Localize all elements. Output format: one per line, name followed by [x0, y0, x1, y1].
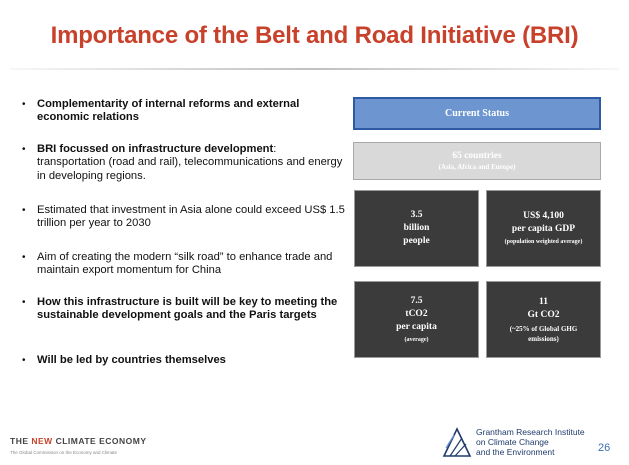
- emissions-per-capita-value: 7.5: [410, 295, 423, 306]
- nce-prefix: THE: [10, 436, 32, 446]
- slide-title: Importance of the Belt and Road Initiative (BRI): [50, 22, 579, 49]
- bullet-marker: •: [22, 297, 26, 308]
- nce-tagline: The Global Commission on the Economy and Climate: [10, 450, 118, 455]
- countries-count: 65 countries: [452, 151, 502, 161]
- emissions-total-value: 11: [539, 296, 548, 307]
- bullet-text: Estimated that investment in Asia alone could exceed US$ 1.5 trillion per year to 2030: [37, 204, 345, 230]
- bullet-marker: •: [22, 144, 26, 155]
- bullet-item: [22, 354, 347, 367]
- countries-box: [353, 142, 601, 180]
- nce-accent: NEW: [31, 436, 53, 446]
- bullet-bold-text: Will be led by countries themselves: [37, 354, 226, 366]
- nce-logo-text: [10, 436, 180, 446]
- gdp-box: [486, 190, 601, 267]
- bullet-bold-text: How this infrastructure is built will be key to meeting the sustainable development goals and the Paris targets: [37, 296, 338, 322]
- emissions-per-capita-note: (average): [404, 336, 429, 343]
- emissions-total-unit: Gt CO2: [527, 309, 560, 320]
- nce-suffix: CLIMATE ECONOMY: [52, 436, 147, 446]
- page-number: 26: [598, 442, 611, 454]
- bullet-bold-text: Complementarity of internal reforms and external economic relations: [37, 98, 300, 124]
- population-box: [354, 190, 479, 267]
- emissions-per-capita-unit: tCO2: [405, 308, 428, 319]
- bullet-bold-text: BRI focussed on infrastructure development: [37, 143, 274, 155]
- emissions-per-capita-box: [354, 281, 479, 358]
- emissions-total-box: [486, 281, 601, 358]
- bullet-item: [22, 204, 347, 231]
- bullet-marker: •: [22, 99, 26, 110]
- grantham-institute-logo: [442, 426, 587, 458]
- emissions-total-note: (~25% of Global GHG emissions): [509, 324, 578, 343]
- emissions-per-capita-label: per capita: [396, 321, 437, 332]
- gdp-label: per capita GDP: [511, 224, 576, 234]
- population-unit: billion: [403, 223, 430, 233]
- bullet-item: [22, 251, 347, 278]
- grantham-line-3: and the Environment: [476, 447, 555, 457]
- countries-regions: (Asia, Africa and Europe): [438, 163, 516, 171]
- gdp-value: US$ 4,100: [523, 211, 564, 221]
- bullet-item: [22, 296, 347, 323]
- grantham-line-1: Grantham Research Institute: [476, 427, 585, 437]
- bullet-marker: •: [22, 355, 26, 366]
- grantham-line-2: on Climate Change: [476, 437, 549, 447]
- title-divider: [10, 68, 619, 70]
- population-label: people: [403, 236, 430, 246]
- population-value: 3.5: [410, 210, 423, 220]
- new-climate-economy-logo: [10, 436, 180, 455]
- current-status-label: Current Status: [445, 108, 509, 119]
- bullet-item: [22, 143, 347, 183]
- bullet-marker: •: [22, 252, 26, 263]
- bullet-text: : transportation (road and rail), telecommunications and energy in developing regions.: [37, 143, 343, 182]
- grantham-emblem-icon: [442, 426, 472, 458]
- current-status-header: [353, 97, 601, 130]
- gdp-note: (population weighted average): [504, 239, 583, 245]
- bullet-item: [22, 98, 347, 125]
- bullet-text: Aim of creating the modern “silk road” to enhance trade and maintain export momentum for China: [37, 251, 333, 277]
- bullet-marker: •: [22, 205, 26, 216]
